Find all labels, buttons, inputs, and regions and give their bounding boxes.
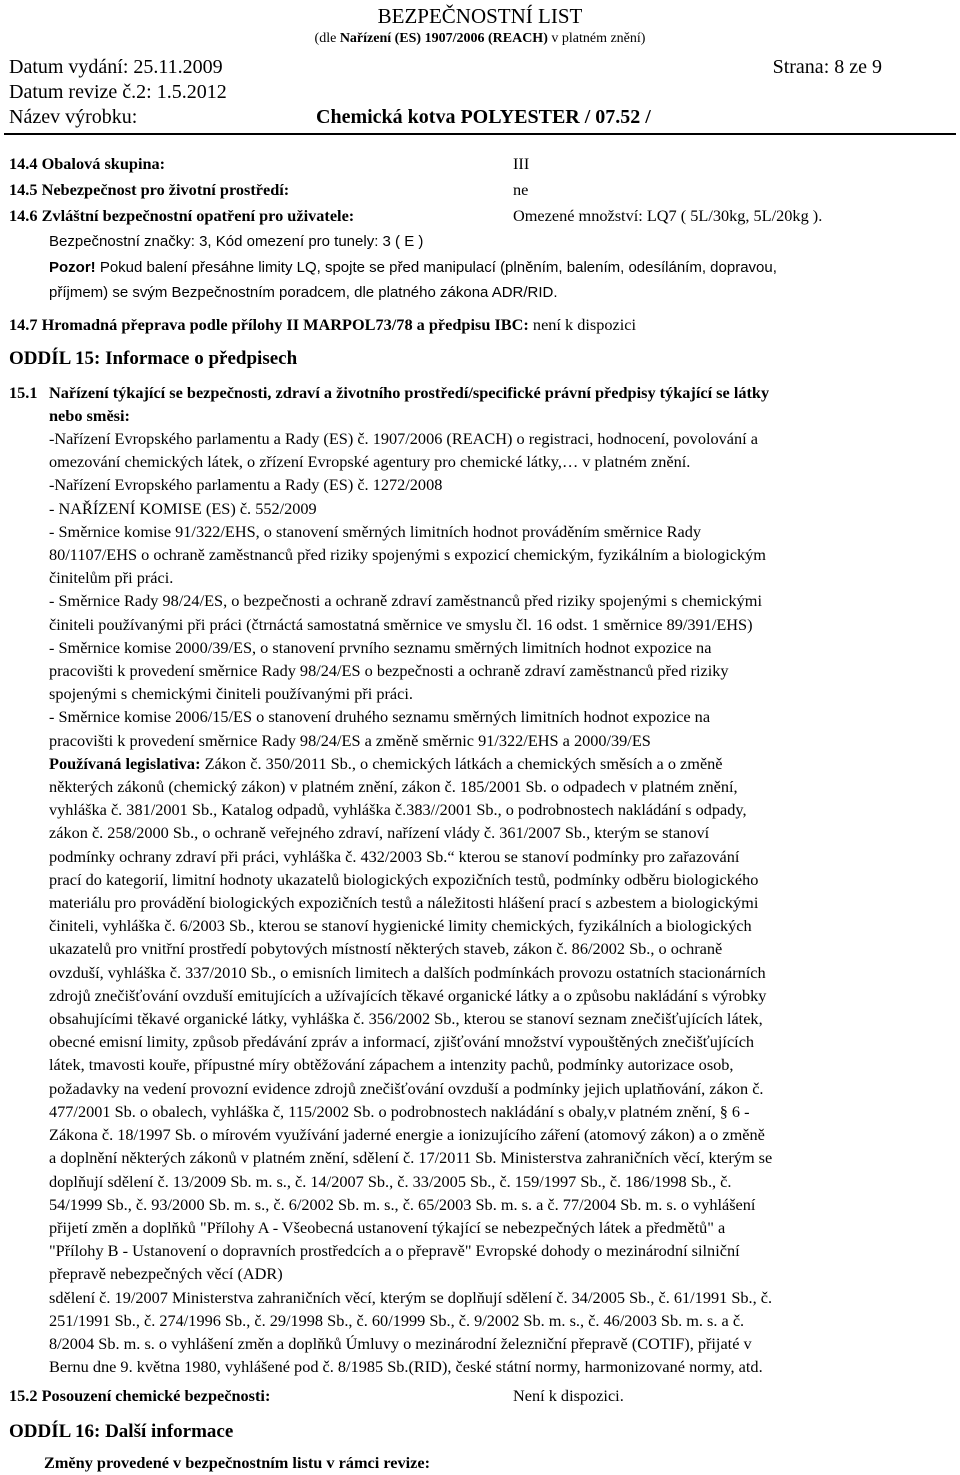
row-14-5-label: 14.5 Nebezpečnost pro životní prostředí: bbox=[9, 180, 290, 199]
row-14-6-label: 14.6 Zvláštní bezpečnostní opatření pro uživatele: bbox=[9, 206, 355, 225]
legislation-line: prací do kategorií, limitní hodnoty ukazatelů biologických expozičních testů, podmínky odběru biologického bbox=[49, 869, 759, 889]
legislation-line: a doplnění některých zákonů v platném znění, sdělení č. 17/2011 Sb. Ministerstva zahraničních věcí, kterým se bbox=[49, 1148, 773, 1168]
row-15-2-value: Není k dispozici. bbox=[513, 1386, 624, 1405]
row-14-5-value: ne bbox=[513, 180, 529, 199]
regulation-line: pracovišti k provedení směrnice Rady 98/24/ES o bezpečnosti a ochraně zdraví zaměstnanců před riziky bbox=[49, 661, 729, 681]
regulation-line: omezování chemických látek, o zřízení Evropské agentury pro chemické látky,… v platném znění. bbox=[49, 452, 691, 472]
legislation-line: doplňují sdělení č. 13/2009 Sb. m. s., č. 14/2007 Sb., č. 33/2005 Sb., č. 159/1997 Sb., č. 186/1998 Sb., č. bbox=[49, 1171, 732, 1191]
row-14-6-value: Omezené množství: LQ7 ( 5L/30kg, 5L/20kg ). bbox=[513, 206, 823, 225]
subtitle-regulation: Nařízení (ES) 1907/2006 (REACH) bbox=[339, 31, 548, 46]
legislation-line: Bernu dne 9. května 1980, vyhlášené pod č. 8/1985 Sb.(RID), české státní normy, harmonizované normy, atd. bbox=[49, 1357, 763, 1377]
legislation-line: přepravě nebezpečných věcí (ADR) bbox=[49, 1264, 283, 1284]
issue-date: Datum vydání: 25.11.2009 bbox=[9, 56, 223, 78]
pozor-line2: příjmem) se svým Bezpečnostním poradcem, dle platného zákona ADR/RID. bbox=[49, 284, 558, 301]
regulation-line: - Směrnice komise 91/322/EHS, o stanovení směrných limitních hodnot prováděním směrnice Rady bbox=[49, 521, 702, 541]
revision-changes-label: Změny provedené v bezpečnostním listu v rámci revize: bbox=[44, 1453, 431, 1472]
document-title: BEZPEČNOSTNÍ LIST bbox=[377, 4, 583, 28]
legislation-line: činiteli, vyhláška č. 6/2003 Sb., kterou se stanoví hygienické limity chemických, fyzikálních a biologických bbox=[49, 916, 752, 936]
regulation-line: -Nařízení Evropského parlamentu a Rady (ES) č. 1907/2006 (REACH) o registraci, hodnocení, povolování a bbox=[49, 429, 758, 448]
row-14-4-value: III bbox=[513, 154, 530, 173]
pozor-text1: Pokud balení přesáhne limity LQ, spojte se před manipulací (plněním, balením, odesíláním, dopravou, bbox=[95, 259, 777, 276]
regulation-line: spojenými s chemickými činiteli používanými při práci. bbox=[49, 684, 413, 704]
legislation-line: "Přílohy B - Ustanovení o dopravních prostředcích a o přepravě" Evropské dohody o mezinárodní silniční bbox=[49, 1241, 740, 1261]
legislation-line: vyhláška č. 381/2001 Sb., Katalog odpadů, vyhláška č.383//2001 Sb., o podrobnostech nakládání s odpady, bbox=[49, 800, 747, 820]
legislation-line: materiálu pro provádění biologických expozičních testů a náležitosti hlášení prací s azbestem a biologickými bbox=[49, 893, 759, 913]
regulation-line: - Směrnice komise 2000/39/ES, o stanovení prvního seznamu směrných limitních hodnot expozice na bbox=[49, 637, 712, 657]
regulation-line: činitelům při práci. bbox=[49, 568, 174, 588]
row-15-2-label: 15.2 Posouzení chemické bezpečnosti: bbox=[9, 1386, 271, 1405]
legislation-line: přijetí změn a doplňků "Přílohy A - Všeobecná ustanovení týkající se nebezpečných látek a předmětů" a bbox=[49, 1217, 726, 1237]
legislation-line: požadavky na vedení provozní evidence zdrojů znečišťování ovzduší a podmínky jejich uplatňování, zákon č. bbox=[49, 1078, 764, 1098]
legislation-line: 8/2004 Sb. m. s. o vyhlášení změn a doplňků Úmluvy o mezinárodní železniční přepravě (COTIF), přijaté v bbox=[49, 1333, 752, 1353]
legislation-text: Zákon č. 350/2011 Sb., o chemických látkách a chemických směsích a o změně bbox=[200, 753, 723, 773]
legislation-line: Zákona č. 18/1997 Sb. o mírovém využívání jaderné energie a ionizujícího záření (atomový zákon) a o změně bbox=[49, 1125, 765, 1145]
subtitle-pre: (dle bbox=[314, 31, 340, 46]
regulation-line: pracovišti k provedení směrnice Rady 98/24/ES a změně směrnic 91/322/EHS a 2000/39/ES bbox=[49, 730, 651, 750]
regulation-line: - Směrnice Rady 98/24/ES, o bezpečnosti a ochraně zdraví zaměstnanců před riziky spojenými s chemickými bbox=[49, 591, 762, 611]
row-15-1-heading-line1: Nařízení týkající se bezpečnosti, zdraví a životního prostředí/specifické právní předpisy týkající se látky bbox=[49, 383, 770, 402]
product-name: Chemická kotva POLYESTER / 07.52 / bbox=[316, 106, 651, 128]
row-14-7-label: 14.7 Hromadná přeprava podle přílohy II MARPOL73/78 a předpisu IBC: bbox=[9, 315, 529, 334]
document-subtitle bbox=[0, 30, 960, 48]
regulation-line: -Nařízení Evropského parlamentu a Rady (ES) č. 1272/2008 bbox=[49, 475, 443, 495]
subtitle-post: v platném znění) bbox=[547, 31, 646, 46]
row-14-7 bbox=[9, 313, 636, 336]
section-15-heading: ODDÍL 15: Informace o předpisech bbox=[9, 348, 298, 369]
regulations-list bbox=[49, 427, 954, 1378]
legislation-line: 251/1991 Sb., č. 274/1996 Sb., č. 29/1998 Sb., č. 60/1999 Sb., č. 9/2002 Sb. m. s., č. 46/2003 Sb. m. s. a č. bbox=[49, 1310, 745, 1330]
row-14-6-line2: Bezpečnostní značky: 3, Kód omezení pro tunely: 3 ( E ) bbox=[49, 233, 424, 250]
legislation-label: Používaná legislativa: bbox=[49, 753, 201, 773]
legislation-line: sdělení č. 19/2007 Ministerstva zahraničních věcí, kterým se doplňují sdělení č. 34/2005 Sb., č. 61/1991 Sb., č. bbox=[49, 1287, 773, 1307]
legislation-line: některých zákonů (chemický zákon) v platném znění, zákon č. 185/2001 Sb. o odpadech v platném znění, bbox=[49, 777, 738, 797]
row-14-7-value: není k dispozici bbox=[528, 315, 637, 334]
page-number: Strana: 8 ze 9 bbox=[772, 56, 882, 78]
legislation-line: ukazatelů pro vnitřní prostředí pobytových místností některých staveb, zákon č. 86/2002 Sb., o ochraně bbox=[49, 939, 723, 959]
legislation-line: zdrojů znečišťování ovzduší emitujících a užívajících těkavé organické látky a o způsobu nakládání s výrobky bbox=[49, 985, 767, 1005]
legislation-line: obecné emisní limity, způsob předávání zpráv a informací, zjišťování množství vypouštěných znečišťujících bbox=[49, 1032, 755, 1052]
row-15-1-number: 15.1 bbox=[9, 383, 38, 402]
regulation-line: - NAŘÍZENÍ KOMISE (ES) č. 552/2009 bbox=[49, 498, 317, 518]
legislation-line bbox=[49, 752, 954, 775]
row-14-4-label: 14.4 Obalová skupina: bbox=[9, 154, 166, 173]
legislation-line: 477/2001 Sb. o obalech, vyhláška č, 115/2002 Sb. o podrobnostech nakládání s obaly,v platném znění, § 6 - bbox=[49, 1101, 750, 1121]
revision-date: Datum revize č.2: 1.5.2012 bbox=[9, 81, 227, 103]
product-label: Název výrobku: bbox=[9, 106, 138, 128]
regulation-line: činiteli používanými při práci (čtrnáctá samostatná směrnice ve smyslu čl. 16 odst. 1 směrnice 89/391/EHS) bbox=[49, 614, 753, 634]
header-divider bbox=[4, 133, 956, 135]
legislation-line: 54/1999 Sb., č. 93/2000 Sb. m. s., č. 6/2002 Sb. m. s., č. 65/2003 Sb. m. s. a č. 77/2004 Sb. m. s. o vyhlášení bbox=[49, 1194, 756, 1214]
regulation-line: 80/1107/EHS o ochraně zaměstnanců před riziky spojenými s expozicí chemickým, fyzikálním a biologickým bbox=[49, 545, 766, 565]
section-16-heading: ODDÍL 16: Další informace bbox=[9, 1421, 234, 1442]
regulation-line: - Směrnice komise 2006/15/ES o stanovení druhého seznamu směrných limitních hodnot expozice na bbox=[49, 707, 711, 727]
legislation-line: látek, tmavosti kouře, přípustné míry obtěžování zápachem a intenzity pachů, podmínky autorizace osob, bbox=[49, 1055, 734, 1075]
legislation-line: obsahujícími těkavé organické látky, vyhláška č. 356/2002 Sb., kterou se stanoví seznam znečišťujících látek, bbox=[49, 1009, 763, 1029]
legislation-line: zákon č. 258/2000 Sb., o ochraně veřejného zdraví, nařízení vlády č. 361/2007 Sb., kterým se stanoví bbox=[49, 823, 710, 843]
row-15-1-heading-line2: nebo směsi: bbox=[49, 406, 130, 425]
pozor-label: Pozor! bbox=[49, 259, 96, 276]
legislation-line: podmínky ochrany zdraví při práci, vyhláška č. 432/2003 Sb.“ kterou se stanoví podmínky pro zařazování bbox=[49, 846, 740, 866]
legislation-line: ovzduší, vyhláška č. 337/2010 Sb., o emisních limitech a dalších podmínkách provozu ostatních stacionárních bbox=[49, 962, 766, 982]
pozor-line1 bbox=[49, 256, 777, 279]
